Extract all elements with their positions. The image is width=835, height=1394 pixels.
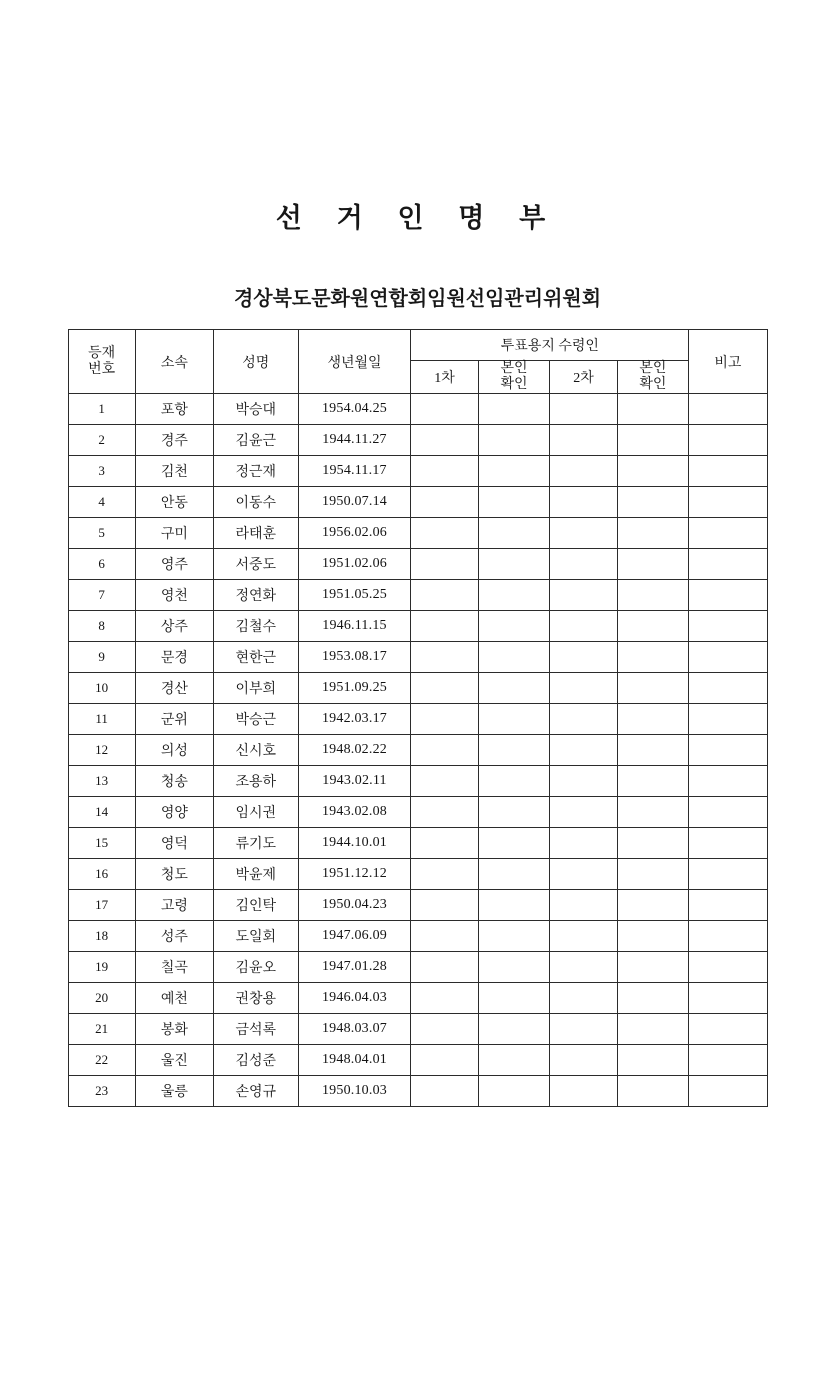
table-row (68, 456, 767, 487)
cell-affiliation: 경주 (135, 425, 213, 456)
cell-name: 이부희 (213, 673, 298, 704)
cell-confirm-first[interactable] (478, 518, 550, 549)
cell-registration-number: 20 (68, 983, 135, 1014)
cell-affiliation: 안동 (135, 487, 213, 518)
cell-first-round[interactable] (411, 983, 478, 1014)
cell-confirm-first[interactable] (478, 952, 550, 983)
cell-confirm-second[interactable] (617, 983, 689, 1014)
cell-confirm-second[interactable] (617, 1014, 689, 1045)
cell-affiliation: 상주 (135, 611, 213, 642)
cell-second-round[interactable] (550, 642, 617, 673)
cell-registration-number: 7 (68, 580, 135, 611)
cell-first-round[interactable] (411, 859, 478, 890)
header-confirm2-line2: 확인 (639, 377, 667, 393)
header-ballot-receiver-group: 투표용지 수령인 (411, 330, 689, 361)
cell-second-round[interactable] (550, 828, 617, 859)
cell-first-round[interactable] (411, 797, 478, 828)
cell-second-round[interactable] (550, 580, 617, 611)
header-first-round: 1차 (411, 361, 478, 394)
cell-confirm-first[interactable] (478, 890, 550, 921)
header-regno-line1: 등재 (88, 345, 116, 361)
cell-first-round[interactable] (411, 673, 478, 704)
cell-second-round[interactable] (550, 456, 617, 487)
cell-name: 정연화 (213, 580, 298, 611)
cell-name: 이동수 (213, 487, 298, 518)
cell-name: 정근재 (213, 456, 298, 487)
cell-birthdate: 1950.10.03 (298, 1076, 411, 1107)
cell-confirm-first[interactable] (478, 766, 550, 797)
cell-note[interactable] (689, 704, 767, 735)
cell-registration-number: 23 (68, 1076, 135, 1107)
header-confirm-second (617, 361, 689, 394)
header-regno-line2: 번호 (88, 361, 116, 377)
header-confirm-first (478, 361, 550, 394)
cell-confirm-first[interactable] (478, 983, 550, 1014)
cell-confirm-second[interactable] (617, 1076, 689, 1107)
cell-registration-number: 22 (68, 1045, 135, 1076)
table-row (68, 394, 767, 425)
cell-confirm-first[interactable] (478, 673, 550, 704)
cell-note[interactable] (689, 487, 767, 518)
cell-first-round[interactable] (411, 952, 478, 983)
cell-registration-number: 19 (68, 952, 135, 983)
cell-second-round[interactable] (550, 983, 617, 1014)
cell-name: 임시권 (213, 797, 298, 828)
cell-registration-number: 10 (68, 673, 135, 704)
cell-note[interactable] (689, 580, 767, 611)
cell-second-round[interactable] (550, 797, 617, 828)
cell-birthdate: 1950.04.23 (298, 890, 411, 921)
cell-registration-number: 13 (68, 766, 135, 797)
table-row (68, 859, 767, 890)
cell-affiliation: 경산 (135, 673, 213, 704)
cell-registration-number: 18 (68, 921, 135, 952)
table-row (68, 921, 767, 952)
cell-note[interactable] (689, 859, 767, 890)
header-row-top (68, 330, 767, 361)
table-row (68, 518, 767, 549)
cell-note[interactable] (689, 642, 767, 673)
cell-note[interactable] (689, 766, 767, 797)
table-row (68, 735, 767, 766)
cell-affiliation: 김천 (135, 456, 213, 487)
table-row (68, 828, 767, 859)
page-title: 선 거 인 명 부 (275, 203, 560, 233)
cell-note[interactable] (689, 1076, 767, 1107)
cell-note[interactable] (689, 797, 767, 828)
cell-registration-number: 4 (68, 487, 135, 518)
cell-confirm-first[interactable] (478, 425, 550, 456)
header-confirm1-line1: 본인 (500, 361, 528, 376)
cell-name: 현한근 (213, 642, 298, 673)
cell-first-round[interactable] (411, 704, 478, 735)
voter-roster-table (68, 329, 768, 1107)
cell-first-round[interactable] (411, 549, 478, 580)
cell-affiliation: 영덕 (135, 828, 213, 859)
cell-registration-number: 21 (68, 1014, 135, 1045)
cell-first-round[interactable] (411, 1014, 478, 1045)
cell-confirm-first[interactable] (478, 1045, 550, 1076)
cell-confirm-first[interactable] (478, 921, 550, 952)
cell-name: 김철수 (213, 611, 298, 642)
cell-name: 김윤오 (213, 952, 298, 983)
cell-registration-number: 2 (68, 425, 135, 456)
organization-name: 경상북도문화원연합회임원선임관리위원회 (233, 288, 602, 310)
table-row (68, 487, 767, 518)
cell-confirm-first[interactable] (478, 456, 550, 487)
cell-confirm-second[interactable] (617, 797, 689, 828)
cell-birthdate: 1947.06.09 (298, 921, 411, 952)
cell-name: 류기도 (213, 828, 298, 859)
cell-second-round[interactable] (550, 487, 617, 518)
cell-note[interactable] (689, 890, 767, 921)
cell-registration-number: 6 (68, 549, 135, 580)
cell-second-round[interactable] (550, 952, 617, 983)
cell-confirm-second[interactable] (617, 859, 689, 890)
cell-birthdate: 1948.02.22 (298, 735, 411, 766)
cell-confirm-first[interactable] (478, 642, 550, 673)
cell-affiliation: 예천 (135, 983, 213, 1014)
cell-birthdate: 1950.07.14 (298, 487, 411, 518)
table-row (68, 1045, 767, 1076)
cell-first-round[interactable] (411, 611, 478, 642)
cell-note[interactable] (689, 673, 767, 704)
cell-affiliation: 영양 (135, 797, 213, 828)
cell-confirm-second[interactable] (617, 425, 689, 456)
cell-birthdate: 1946.04.03 (298, 983, 411, 1014)
cell-confirm-second[interactable] (617, 456, 689, 487)
cell-second-round[interactable] (550, 735, 617, 766)
cell-first-round[interactable] (411, 394, 478, 425)
cell-first-round[interactable] (411, 828, 478, 859)
cell-name: 박승대 (213, 394, 298, 425)
cell-birthdate: 1951.05.25 (298, 580, 411, 611)
cell-note[interactable] (689, 1014, 767, 1045)
cell-birthdate: 1951.09.25 (298, 673, 411, 704)
cell-second-round[interactable] (550, 1045, 617, 1076)
cell-name: 라태훈 (213, 518, 298, 549)
cell-affiliation: 울릉 (135, 1076, 213, 1107)
cell-second-round[interactable] (550, 611, 617, 642)
cell-registration-number: 17 (68, 890, 135, 921)
roster-table-container (0, 329, 835, 1107)
cell-registration-number: 16 (68, 859, 135, 890)
cell-name: 권창용 (213, 983, 298, 1014)
cell-confirm-second[interactable] (617, 704, 689, 735)
cell-second-round[interactable] (550, 518, 617, 549)
cell-confirm-second[interactable] (617, 549, 689, 580)
cell-name: 신시호 (213, 735, 298, 766)
cell-registration-number: 5 (68, 518, 135, 549)
cell-confirm-first[interactable] (478, 1014, 550, 1045)
cell-affiliation: 군위 (135, 704, 213, 735)
cell-name: 도일회 (213, 921, 298, 952)
cell-birthdate: 1943.02.08 (298, 797, 411, 828)
cell-confirm-first[interactable] (478, 611, 550, 642)
cell-confirm-first[interactable] (478, 1076, 550, 1107)
cell-confirm-first[interactable] (478, 549, 550, 580)
cell-affiliation: 구미 (135, 518, 213, 549)
cell-first-round[interactable] (411, 456, 478, 487)
cell-registration-number: 12 (68, 735, 135, 766)
cell-confirm-second[interactable] (617, 952, 689, 983)
table-row (68, 1076, 767, 1107)
cell-affiliation: 청도 (135, 859, 213, 890)
table-header (68, 330, 767, 394)
header-name: 성명 (213, 330, 298, 394)
table-row (68, 983, 767, 1014)
header-birthdate: 생년월일 (298, 330, 411, 394)
table-body (68, 394, 767, 1107)
cell-birthdate: 1944.11.27 (298, 425, 411, 456)
cell-birthdate: 1956.02.06 (298, 518, 411, 549)
cell-confirm-first[interactable] (478, 580, 550, 611)
table-row (68, 425, 767, 456)
cell-name: 김인탁 (213, 890, 298, 921)
table-row (68, 549, 767, 580)
cell-affiliation: 의성 (135, 735, 213, 766)
cell-note[interactable] (689, 425, 767, 456)
cell-first-round[interactable] (411, 1076, 478, 1107)
cell-name: 조용하 (213, 766, 298, 797)
cell-name: 박윤제 (213, 859, 298, 890)
table-row (68, 766, 767, 797)
cell-confirm-second[interactable] (617, 890, 689, 921)
cell-first-round[interactable] (411, 487, 478, 518)
cell-affiliation: 문경 (135, 642, 213, 673)
cell-confirm-first[interactable] (478, 704, 550, 735)
cell-birthdate: 1948.04.01 (298, 1045, 411, 1076)
cell-note[interactable] (689, 921, 767, 952)
cell-note[interactable] (689, 1045, 767, 1076)
cell-birthdate: 1947.01.28 (298, 952, 411, 983)
cell-name: 박승근 (213, 704, 298, 735)
cell-note[interactable] (689, 456, 767, 487)
cell-birthdate: 1951.12.12 (298, 859, 411, 890)
table-row (68, 890, 767, 921)
cell-birthdate: 1944.10.01 (298, 828, 411, 859)
table-row (68, 642, 767, 673)
cell-note[interactable] (689, 735, 767, 766)
cell-second-round[interactable] (550, 890, 617, 921)
header-second-round: 2차 (550, 361, 617, 394)
cell-first-round[interactable] (411, 921, 478, 952)
cell-first-round[interactable] (411, 518, 478, 549)
cell-second-round[interactable] (550, 766, 617, 797)
header-affiliation: 소속 (135, 330, 213, 394)
cell-confirm-first[interactable] (478, 487, 550, 518)
cell-second-round[interactable] (550, 394, 617, 425)
cell-name: 금석록 (213, 1014, 298, 1045)
cell-confirm-second[interactable] (617, 487, 689, 518)
cell-affiliation: 청송 (135, 766, 213, 797)
cell-confirm-second[interactable] (617, 611, 689, 642)
cell-second-round[interactable] (550, 704, 617, 735)
cell-birthdate: 1946.11.15 (298, 611, 411, 642)
cell-first-round[interactable] (411, 766, 478, 797)
cell-registration-number: 11 (68, 704, 135, 735)
cell-confirm-second[interactable] (617, 1045, 689, 1076)
cell-second-round[interactable] (550, 1014, 617, 1045)
table-row (68, 952, 767, 983)
cell-first-round[interactable] (411, 890, 478, 921)
table-row (68, 580, 767, 611)
cell-second-round[interactable] (550, 921, 617, 952)
cell-confirm-second[interactable] (617, 394, 689, 425)
cell-affiliation: 칠곡 (135, 952, 213, 983)
cell-affiliation: 영천 (135, 580, 213, 611)
cell-name: 손영규 (213, 1076, 298, 1107)
cell-second-round[interactable] (550, 549, 617, 580)
cell-affiliation: 울진 (135, 1045, 213, 1076)
cell-note[interactable] (689, 952, 767, 983)
document-page (0, 196, 835, 1394)
cell-confirm-second[interactable] (617, 766, 689, 797)
cell-affiliation: 영주 (135, 549, 213, 580)
cell-confirm-second[interactable] (617, 642, 689, 673)
cell-second-round[interactable] (550, 859, 617, 890)
cell-birthdate: 1951.02.06 (298, 549, 411, 580)
cell-confirm-first[interactable] (478, 394, 550, 425)
table-row (68, 797, 767, 828)
cell-confirm-second[interactable] (617, 735, 689, 766)
cell-registration-number: 9 (68, 642, 135, 673)
cell-second-round[interactable] (550, 425, 617, 456)
table-row (68, 611, 767, 642)
header-confirm1-line2: 확인 (500, 377, 528, 393)
header-confirm2-line1: 본인 (639, 361, 667, 376)
cell-name: 김윤근 (213, 425, 298, 456)
cell-confirm-second[interactable] (617, 921, 689, 952)
cell-name: 김성준 (213, 1045, 298, 1076)
cell-confirm-second[interactable] (617, 828, 689, 859)
header-note: 비고 (689, 330, 767, 394)
cell-confirm-second[interactable] (617, 580, 689, 611)
cell-registration-number: 1 (68, 394, 135, 425)
table-row (68, 1014, 767, 1045)
cell-note[interactable] (689, 518, 767, 549)
cell-confirm-first[interactable] (478, 859, 550, 890)
cell-first-round[interactable] (411, 642, 478, 673)
cell-birthdate: 1954.04.25 (298, 394, 411, 425)
cell-confirm-second[interactable] (617, 518, 689, 549)
cell-birthdate: 1948.03.07 (298, 1014, 411, 1045)
cell-note[interactable] (689, 983, 767, 1014)
cell-confirm-first[interactable] (478, 797, 550, 828)
cell-first-round[interactable] (411, 425, 478, 456)
cell-first-round[interactable] (411, 735, 478, 766)
cell-second-round[interactable] (550, 1076, 617, 1107)
cell-second-round[interactable] (550, 673, 617, 704)
cell-affiliation: 봉화 (135, 1014, 213, 1045)
cell-birthdate: 1943.02.11 (298, 766, 411, 797)
cell-confirm-first[interactable] (478, 828, 550, 859)
cell-note[interactable] (689, 549, 767, 580)
cell-first-round[interactable] (411, 580, 478, 611)
cell-affiliation: 포항 (135, 394, 213, 425)
cell-affiliation: 고령 (135, 890, 213, 921)
cell-affiliation: 성주 (135, 921, 213, 952)
cell-first-round[interactable] (411, 1045, 478, 1076)
cell-birthdate: 1954.11.17 (298, 456, 411, 487)
cell-note[interactable] (689, 828, 767, 859)
header-registration-number (68, 330, 135, 394)
table-row (68, 673, 767, 704)
cell-note[interactable] (689, 394, 767, 425)
cell-birthdate: 1953.08.17 (298, 642, 411, 673)
cell-registration-number: 15 (68, 828, 135, 859)
cell-registration-number: 8 (68, 611, 135, 642)
cell-note[interactable] (689, 611, 767, 642)
cell-confirm-second[interactable] (617, 673, 689, 704)
cell-confirm-first[interactable] (478, 735, 550, 766)
cell-birthdate: 1942.03.17 (298, 704, 411, 735)
cell-registration-number: 3 (68, 456, 135, 487)
cell-registration-number: 14 (68, 797, 135, 828)
cell-name: 서중도 (213, 549, 298, 580)
table-row (68, 704, 767, 735)
